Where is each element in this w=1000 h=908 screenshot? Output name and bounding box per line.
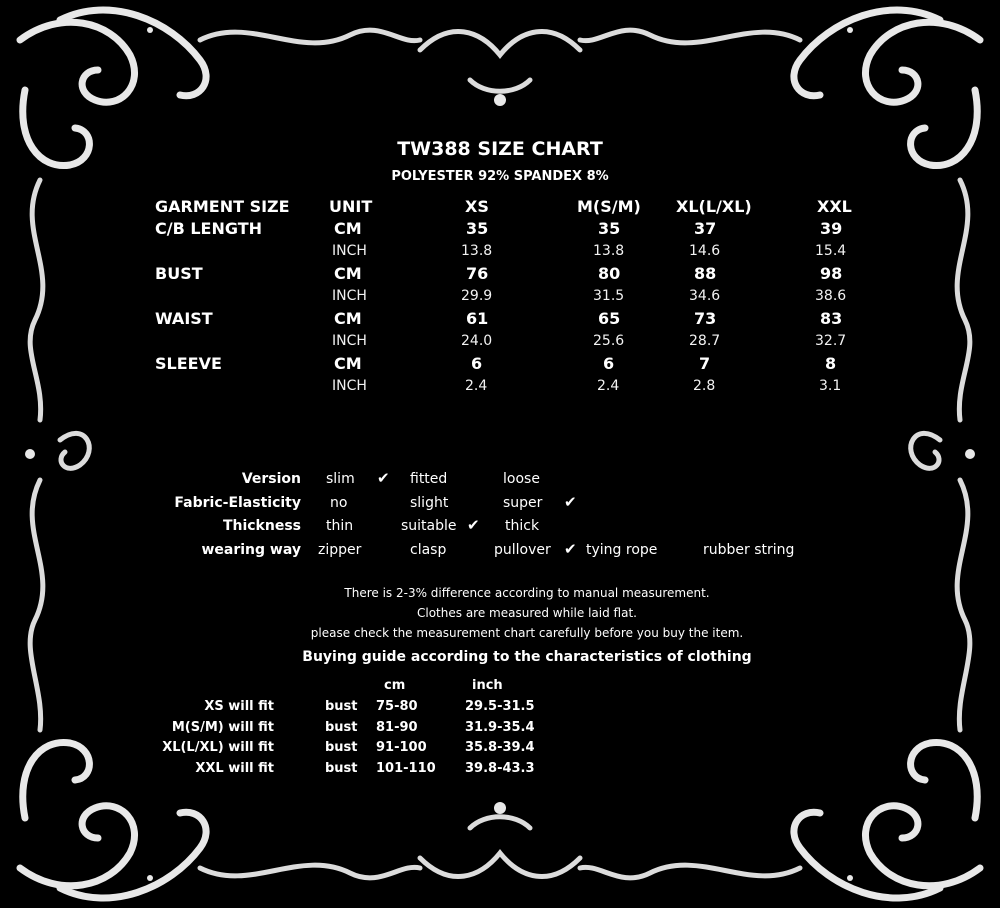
row-label-bust: BUST: [155, 264, 203, 283]
row-label-waist: WAIST: [155, 309, 213, 328]
guide-row-label: M(S/M) will fit: [171, 720, 274, 735]
option-value: slight: [410, 495, 449, 511]
guide-row-label: XL(L/XL) will fit: [162, 740, 274, 755]
cell-cm: 73: [694, 309, 717, 328]
cell-cm: 98: [820, 264, 843, 283]
guide-inch: 31.9-35.4: [465, 720, 535, 735]
cell-inch: 29.9: [461, 288, 493, 304]
cell-cm: 6: [603, 354, 615, 373]
option-label-thickness: Thickness: [222, 518, 301, 534]
guide-cm: 81-90: [376, 720, 418, 735]
guide-part: bust: [325, 740, 358, 755]
cell-cm: 83: [820, 309, 843, 328]
cell-inch: 14.6: [689, 243, 721, 259]
cell-cm: 65: [598, 309, 621, 328]
cell-cm: 7: [699, 354, 711, 373]
cell-inch: 2.4: [597, 378, 620, 394]
option-value: clasp: [410, 542, 447, 558]
guide-part: bust: [325, 720, 358, 735]
option-value: tying rope: [586, 542, 658, 558]
cell-inch: 3.1: [819, 378, 842, 394]
unit-inch: INCH: [332, 333, 367, 349]
guide-col-inch: inch: [472, 678, 503, 693]
guide-part: bust: [325, 761, 358, 776]
unit-cm: CM: [334, 309, 362, 328]
cell-cm: 88: [694, 264, 717, 283]
unit-inch: INCH: [332, 378, 367, 394]
cell-inch: 38.6: [815, 288, 847, 304]
row-label-sleeve: SLEEVE: [155, 354, 222, 373]
check-icon: ✔: [377, 469, 390, 487]
guide-row-label: XXL will fit: [195, 761, 274, 776]
cell-inch: 25.6: [593, 333, 625, 349]
unit-cm: CM: [334, 264, 362, 283]
size-header-xxl: XXL: [817, 197, 852, 216]
cell-inch: 32.7: [815, 333, 847, 349]
option-label-fabric-elasticity: Fabric-Elasticity: [174, 495, 301, 511]
guide-cm: 101-110: [376, 761, 436, 776]
option-value: super: [503, 495, 543, 511]
option-value: thin: [326, 518, 354, 534]
size-header-m: M(S/M): [577, 197, 641, 216]
option-value: loose: [503, 471, 540, 487]
note-line: Clothes are measured while laid flat.: [417, 606, 637, 620]
cell-inch: 31.5: [593, 288, 625, 304]
guide-inch: 29.5-31.5: [465, 699, 535, 714]
unit-cm: CM: [334, 354, 362, 373]
size-header-xs: XS: [465, 197, 489, 216]
guide-cm: 75-80: [376, 699, 418, 714]
cell-inch: 28.7: [689, 333, 721, 349]
option-value: zipper: [318, 542, 362, 558]
size-header-xl: XL(L/XL): [676, 197, 752, 216]
row-label-cb-length: C/B LENGTH: [155, 219, 263, 238]
unit-inch: INCH: [332, 288, 367, 304]
option-value: slim: [326, 471, 355, 487]
check-icon: ✔: [564, 493, 577, 511]
cell-cm: 6: [471, 354, 483, 373]
option-value: suitable: [401, 518, 457, 534]
option-value: thick: [505, 518, 540, 534]
guide-col-cm: cm: [384, 678, 406, 693]
cell-cm: 76: [466, 264, 489, 283]
guide-inch: 35.8-39.4: [465, 740, 535, 755]
cell-inch: 13.8: [593, 243, 625, 259]
chart-title: TW388 SIZE CHART: [397, 138, 603, 160]
buying-guide-title: Buying guide according to the characteristics of clothing: [302, 649, 752, 665]
unit-cm: CM: [334, 219, 362, 238]
guide-inch: 39.8-43.3: [465, 761, 535, 776]
cell-inch: 24.0: [461, 333, 493, 349]
option-label-version: Version: [241, 471, 301, 487]
unit-inch: INCH: [332, 243, 367, 259]
option-label-wearing-way: wearing way: [201, 542, 301, 558]
guide-cm: 91-100: [376, 740, 427, 755]
option-value: rubber string: [703, 542, 795, 558]
cell-inch: 2.8: [693, 378, 716, 394]
cell-inch: 13.8: [461, 243, 493, 259]
option-value: pullover: [494, 542, 551, 558]
option-value: no: [330, 495, 348, 511]
cell-cm: 61: [466, 309, 489, 328]
cell-inch: 34.6: [689, 288, 721, 304]
cell-cm: 8: [825, 354, 837, 373]
guide-row-label: XS will fit: [204, 699, 274, 714]
note-line: please check the measurement chart carefully before you buy the item.: [310, 626, 744, 640]
cell-cm: 35: [598, 219, 621, 238]
note-line: There is 2-3% difference according to manual measurement.: [344, 586, 710, 600]
guide-part: bust: [325, 699, 358, 714]
cell-cm: 39: [820, 219, 843, 238]
cell-inch: 2.4: [465, 378, 488, 394]
chart-subtitle: POLYESTER 92% SPANDEX 8%: [391, 169, 609, 184]
cell-inch: 15.4: [815, 243, 847, 259]
unit-header: UNIT: [329, 197, 373, 216]
cell-cm: 35: [466, 219, 489, 238]
cell-cm: 37: [694, 219, 717, 238]
option-value: fitted: [410, 471, 448, 487]
check-icon: ✔: [467, 516, 480, 534]
check-icon: ✔: [564, 540, 577, 558]
cell-cm: 80: [598, 264, 621, 283]
garment-size-header: GARMENT SIZE: [155, 197, 290, 216]
